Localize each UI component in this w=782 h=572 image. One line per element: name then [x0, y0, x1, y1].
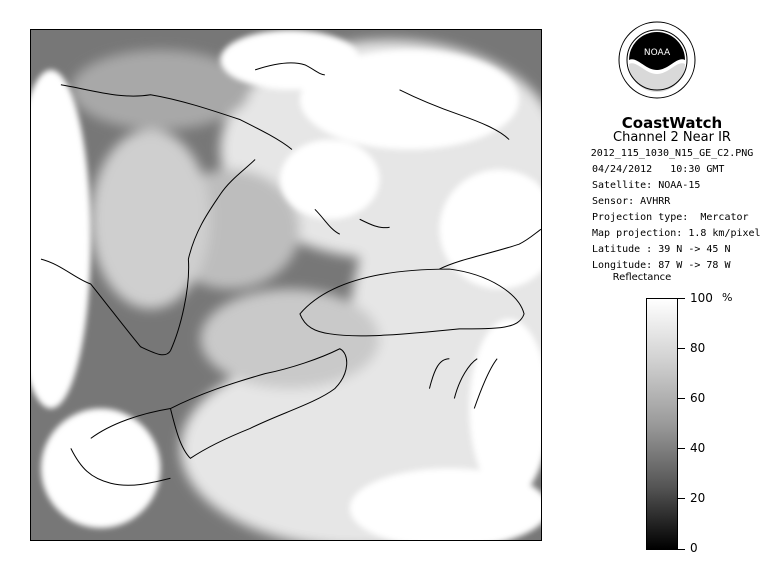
longitude-label: Longitude: 87 W -> 78 W [592, 260, 731, 271]
date-time: 04/24/2012 10:30 GMT [592, 164, 725, 175]
colorbar-title: Reflectance [612, 272, 672, 283]
colorbar-tick-label: 20 [690, 491, 706, 505]
satellite-image [31, 30, 541, 540]
colorbar-tick-label: 40 [690, 441, 706, 455]
colorbar-tick [678, 298, 685, 299]
colorbar-tick-label: 0 [690, 541, 698, 555]
colorbar-tick [678, 398, 685, 399]
colorbar-tick-label: 100 [690, 291, 713, 305]
sensor-label: Sensor: AVHRR [592, 196, 671, 207]
satellite-image-panel [30, 29, 542, 541]
colorbar-tick [678, 498, 685, 499]
app-title: CoastWatch [621, 114, 723, 132]
latitude-label: Latitude : 39 N -> 45 N [592, 244, 731, 255]
projection-type-label: Projection type: Mercator [592, 212, 749, 223]
colorbar-tick [678, 348, 685, 349]
map-projection-label: Map projection: 1.8 km/pixel [592, 228, 761, 239]
satellite-label: Satellite: NOAA-15 [592, 180, 701, 191]
colorbar-tick [678, 549, 685, 550]
noaa-logo-text: NOAA [643, 48, 671, 58]
channel-label: Channel 2 Near IR [613, 130, 731, 145]
colorbar-tick-label: 80 [690, 341, 706, 355]
filename-label: 2012_115_1030_N15_GE_C2.PNG [590, 148, 754, 159]
colorbar-unit: % [722, 291, 733, 304]
noaa-logo [617, 20, 697, 100]
colorbar-tick [678, 448, 685, 449]
reflectance-colorbar [646, 298, 678, 550]
colorbar-tick-label: 60 [690, 391, 706, 405]
